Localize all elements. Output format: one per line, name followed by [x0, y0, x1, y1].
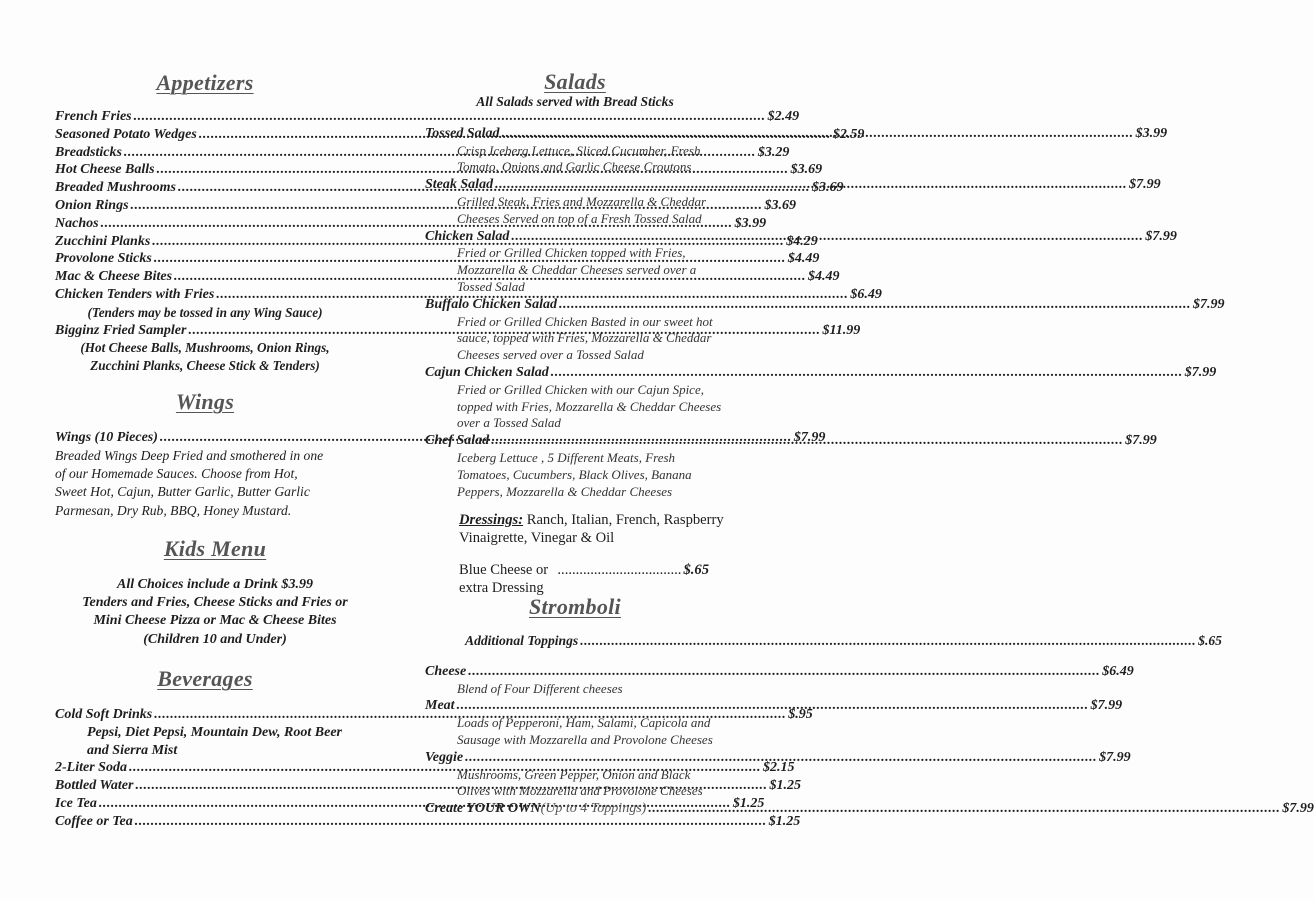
item-name: Steak Salad: [425, 177, 494, 193]
menu-item: [55, 108, 800, 126]
dot-leader: [457, 697, 1089, 715]
menu-item: [425, 296, 1225, 314]
wings-title: Wings: [175, 389, 235, 414]
item-note: Pepsi, Diet Pepsi, Mountain Dew, Root Beer: [87, 724, 342, 740]
wings-description-line: Parmesan, Dry Rub, BBQ, Honey Mustard.: [55, 502, 292, 518]
item-price: $7.99: [1184, 364, 1217, 380]
item-description: Cheeses Served on top of a Fresh Tossed Salad: [457, 210, 702, 226]
item-name: Hot Cheese Balls: [55, 162, 155, 178]
item-description: Fried or Grilled Chicken topped with Fries,: [457, 245, 686, 261]
item-price: $1.25: [769, 778, 801, 794]
item-name: Seasoned Potato Wedges: [55, 126, 197, 142]
appetizers-title: Appetizers: [156, 70, 254, 95]
item-price: $3.69: [811, 180, 844, 196]
item-name: French Fries: [55, 109, 132, 124]
item-description: Mushrooms, Green Pepper, Onion and Black: [457, 766, 691, 782]
item-price: $6.49: [850, 286, 882, 302]
item-price: $3.29: [757, 144, 790, 160]
dot-leader: [559, 296, 1191, 314]
dressings-block: [459, 511, 759, 547]
item-description: Tomatoes, Cucumbers, Black Olives, Banana: [457, 466, 692, 482]
item-price: $2.49: [767, 109, 800, 124]
dot-leader: [465, 749, 1097, 767]
item-price: $7.99: [1090, 698, 1123, 714]
item-price: $.95: [788, 707, 813, 722]
item-price: $7.99: [1099, 749, 1131, 765]
item-name: Provolone Sticks: [55, 251, 152, 267]
item-price: $3.69: [790, 162, 823, 178]
item-description: Tomato, Onions and Garlic Cheese Croutons: [457, 159, 692, 175]
item-name: Breaded Mushrooms: [55, 180, 176, 196]
extra-dressing-row: [459, 561, 709, 597]
item-name: Blue Cheese or extra Dressing: [459, 562, 549, 596]
salads-subtitle: All Salads served with Bread Sticks: [476, 94, 674, 109]
item-name: 2-Liter Soda: [55, 760, 127, 776]
item-price: $7.99: [1282, 801, 1314, 817]
item-description: Peppers, Mozzarella & Cheddar Cheeses: [457, 483, 673, 499]
dot-leader: [491, 432, 1123, 450]
item-name: Coffee or Tea: [55, 813, 133, 829]
item-price: $.65: [683, 562, 709, 578]
menu-item: [425, 749, 1131, 767]
item-name: Ice Tea: [55, 795, 97, 811]
item-price: $1.25: [768, 813, 801, 829]
item-price: $3.99: [1135, 125, 1168, 141]
item-name: Additional Toppings: [465, 633, 579, 648]
item-description: Blend of Four Different cheeses: [457, 680, 623, 696]
item-name: Breadsticks: [55, 144, 122, 160]
item-name: Chef Salad: [425, 433, 490, 449]
item-name: Cheese: [425, 663, 467, 679]
item-price: $2.59: [832, 126, 865, 142]
kids-menu-title: Kids Menu: [163, 536, 267, 561]
wings-description-line: Breaded Wings Deep Fried and smothered in one: [55, 447, 324, 463]
item-price: $6.49: [1102, 663, 1134, 679]
item-name: Bottled Water: [55, 778, 134, 794]
item-description: Loads of Pepperoni, Ham, Salami, Capicola and: [457, 715, 711, 731]
item-price: $11.99: [822, 322, 861, 338]
dressings-list-1: Ranch, Italian, French, Raspberry: [523, 512, 724, 528]
item-price: $2.15: [762, 760, 795, 776]
item-name: Cold Soft Drinks: [55, 707, 153, 722]
item-name: Zucchini Planks: [55, 233, 151, 249]
item-name: Cajun Chicken Salad: [425, 364, 549, 380]
wings-description: [55, 447, 365, 520]
dot-leader: [502, 125, 1134, 143]
item-description: sauce, topped with Fries, Mozzarella & Cheddar: [457, 330, 712, 346]
item-description: Iceberg Lettuce , 5 Different Meats, Fresh: [457, 449, 676, 465]
item-note: and Sierra Mist: [87, 742, 178, 758]
item-name: Veggie: [425, 749, 464, 765]
item-price: $4.49: [808, 269, 840, 285]
item-price: $3.99: [734, 215, 767, 231]
item-description: Fried or Grilled Chicken Basted in our sweet hot: [457, 313, 713, 329]
item-description: Fried or Grilled Chicken with our Cajun Spice,: [457, 381, 704, 397]
item-name: Wings (10 Pieces): [55, 430, 158, 445]
kids-menu-line: Mini Cheese Pizza or Mac & Cheese Bites: [93, 613, 337, 629]
item-name: Bigginz Fried Sampler: [55, 322, 187, 338]
item-description: Crisp Iceberg Lettuce, Sliced Cucumber, Fresh: [457, 142, 701, 158]
kids-menu-line: (Children 10 and Under): [143, 631, 287, 647]
dressings-list-2: Vinaigrette, Vinegar & Oil: [459, 530, 615, 546]
item-note: (Up to 4 Toppings): [540, 801, 647, 817]
item-name: Buffalo Chicken Salad: [425, 296, 557, 312]
item-name: Chicken Tenders with Fries: [55, 286, 215, 302]
item-price: $7.99: [1125, 433, 1157, 449]
menu-item: [55, 813, 801, 831]
item-description: topped with Fries, Mozzarella & Cheddar Cheeses: [457, 398, 722, 414]
item-description: Cheeses served over a Tossed Salad: [457, 347, 644, 363]
additional-toppings-row: [465, 632, 1222, 650]
item-note: Zucchini Planks, Cheese Stick & Tenders): [90, 358, 320, 374]
kids-menu-section: [55, 536, 375, 649]
menu-item: [425, 663, 1134, 681]
item-description: Sausage with Mozzarella and Provolone Cheeses: [457, 731, 713, 747]
kids-menu-line: Tenders and Fries, Cheese Sticks and Fries or: [82, 595, 348, 611]
item-price: $1.25: [732, 795, 765, 811]
item-price: $4.29: [786, 233, 818, 249]
item-name: Nachos: [55, 215, 99, 231]
item-price: $7.99: [1145, 228, 1177, 244]
wings-description-line: Sweet Hot, Cajun, Butter Garlic, Butter Garlic: [55, 484, 310, 500]
item-price: $.65: [1198, 633, 1222, 648]
kids-menu-line: All Choices include a Drink $3.99: [116, 577, 314, 592]
item-price: $7.99: [793, 430, 826, 445]
dot-leader: ..................................: [557, 562, 682, 578]
dot-leader: [580, 632, 1196, 650]
item-name: Chicken Salad: [425, 228, 510, 244]
stromboli-title: Stromboli: [529, 594, 621, 619]
beverages-title: Beverages: [157, 666, 253, 691]
dot-leader: [495, 176, 1127, 194]
dressings-label: Dressings:: [459, 512, 524, 528]
dot-leader: [551, 364, 1183, 382]
item-name: Create YOUR OWN: [425, 801, 541, 817]
dot-leader: [468, 663, 1100, 681]
kids-menu-lines: [55, 576, 375, 649]
menu-item: [425, 364, 1217, 382]
item-name: Mac & Cheese Bites: [55, 269, 173, 285]
salads-title: Salads: [544, 69, 606, 94]
item-price: $7.99: [1193, 296, 1225, 312]
dot-leader: [648, 800, 1280, 818]
item-description: Olives with Mozzarella and Provolone Cheeses: [457, 783, 703, 799]
dot-leader: [511, 228, 1143, 246]
wings-description-line: of our Homemade Sauces. Choose from Hot,: [55, 466, 298, 482]
item-price: $4.49: [787, 251, 820, 267]
item-description: Tossed Salad: [457, 278, 525, 294]
menu-item: [425, 432, 1157, 450]
item-name: Tossed Salad: [425, 125, 500, 141]
item-description: Mozzarella & Cheddar Cheeses served over a: [457, 262, 697, 278]
item-price: $3.69: [764, 197, 797, 213]
item-description: Grilled Steak, Fries and Mozzarella & Cheddar: [457, 193, 707, 209]
item-description: over a Tossed Salad: [457, 415, 561, 431]
item-note: (Hot Cheese Balls, Mushrooms, Onion Rings,: [80, 340, 330, 356]
item-name: Meat: [425, 698, 455, 714]
item-name: Onion Rings: [55, 197, 129, 213]
item-note: (Tenders may be tossed in any Wing Sauce): [87, 304, 323, 320]
item-price: $7.99: [1129, 177, 1161, 193]
